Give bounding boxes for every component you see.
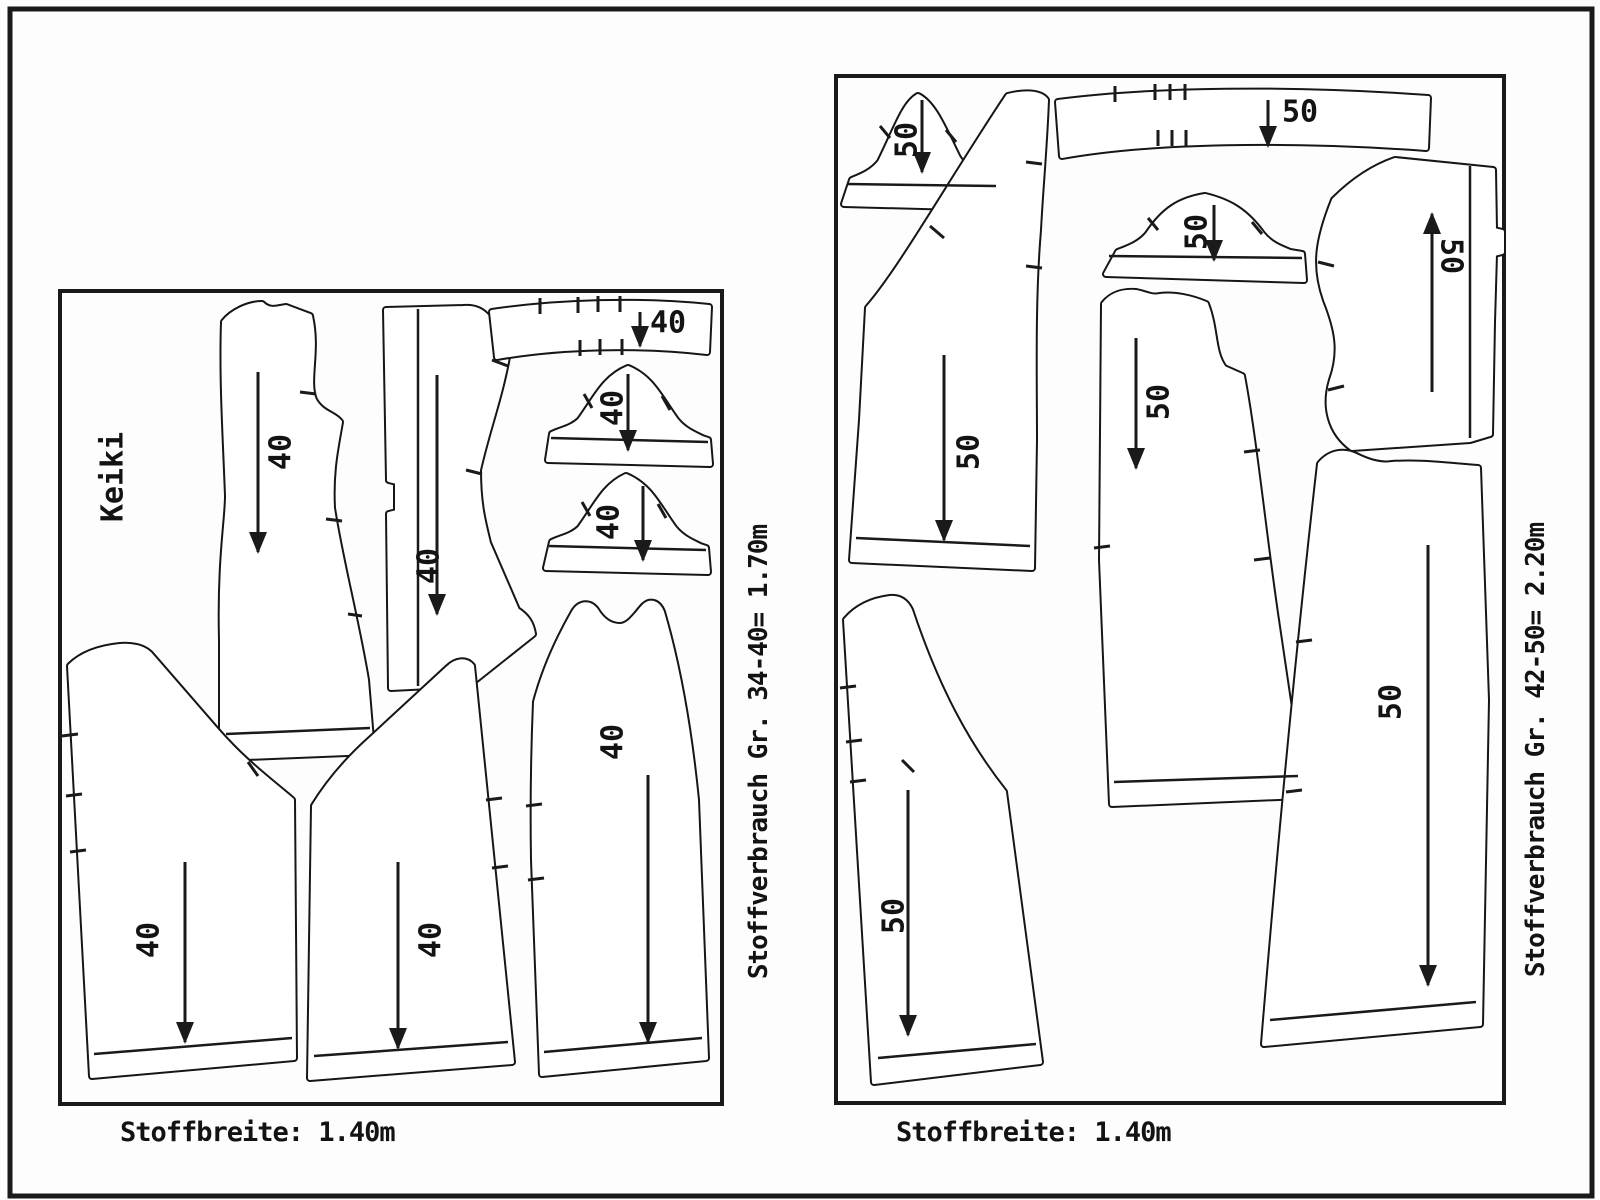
piece-size-label: 50 bbox=[1141, 383, 1177, 421]
piece-size-label: 50 bbox=[951, 433, 987, 471]
piece-size-label: 50 bbox=[876, 897, 912, 935]
piece-size-label: 50 bbox=[1179, 213, 1215, 251]
piece-size-label: 40 bbox=[131, 921, 167, 959]
left-layout-panel bbox=[60, 291, 774, 1148]
fabric-width-label: Stoffbreite: 1.40m bbox=[896, 1117, 1171, 1148]
piece-size-label: 50 bbox=[1281, 94, 1319, 130]
piece-size-label: 50 bbox=[1373, 683, 1409, 721]
fabric-width-label: Stoffbreite: 1.40m bbox=[120, 1117, 395, 1148]
fabric-consumption-label: Stoffverbrauch Gr. 42-50= 2.20m bbox=[1521, 522, 1552, 978]
right-layout-panel bbox=[836, 76, 1551, 1148]
piece-size-label: 50 bbox=[889, 121, 925, 159]
piece-size-label: 40 bbox=[649, 305, 687, 341]
piece-size-label: 40 bbox=[263, 433, 299, 471]
piece-size-label: 40 bbox=[591, 503, 627, 541]
piece-size-label: 40 bbox=[411, 547, 447, 585]
piece-size-label: 40 bbox=[413, 921, 449, 959]
brand-label: Keiki bbox=[95, 431, 131, 523]
piece-size-label: 40 bbox=[595, 723, 631, 761]
piece-size-label: 50 bbox=[1433, 237, 1469, 275]
fabric-consumption-label: Stoffverbrauch Gr. 34-40= 1.70m bbox=[744, 524, 775, 980]
piece-size-label: 40 bbox=[595, 389, 631, 427]
